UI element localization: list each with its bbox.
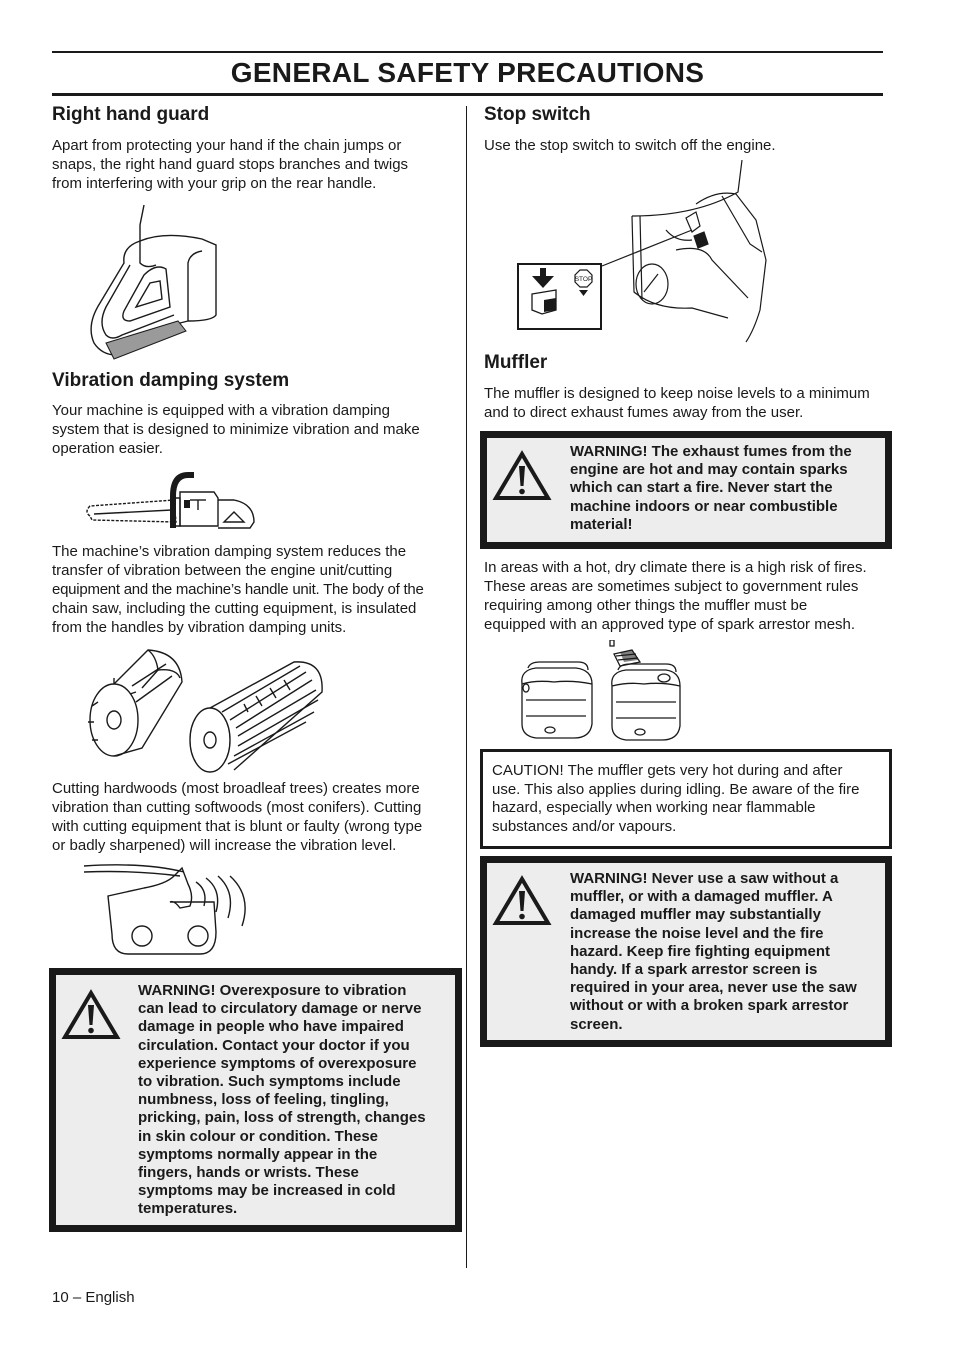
muffler-illustration: [516, 640, 684, 744]
header-rule-bottom: [52, 93, 883, 96]
column-divider: [466, 106, 467, 1268]
warning-triangle-icon: [61, 989, 121, 1041]
muffler-intro-paragraph: The muffler is designed to keep noise levels to a minimum and to direct exhaust fumes away from the user.: [484, 385, 870, 421]
chain-cutter-illustration: [84, 862, 258, 960]
exhaust-warning-text: WARNING! The exhaust fumes from the engine are hot and may contain sparks which can start a fire. Never start the machine indoors or near combustible material!: [570, 443, 852, 533]
warning-triangle-icon: [492, 875, 552, 927]
warning-triangle-icon: [492, 450, 552, 502]
hand-guard-paragraph: Apart from protecting your hand if the chain jumps or snaps, the right hand guard stops branches and twigs from interfering with your grip on the rear handle.: [52, 137, 409, 192]
section-heading-right-hand-guard: Right hand guard: [52, 104, 210, 125]
chainsaw-illustration: [84, 466, 258, 534]
vibration-intro-paragraph: Your machine is equipped with a vibration damping system that is designed to minimize vibration and make operation easier.: [52, 402, 420, 457]
stop-switch-paragraph: Use the stop switch to switch off the engine.: [484, 137, 776, 154]
hand-guard-illustration: [84, 203, 224, 363]
svg-text:STOP: STOP: [574, 276, 593, 283]
header-rule-top: [52, 51, 883, 53]
hot-climate-paragraph: In areas with a hot, dry climate there is a high risk of fires. These areas are sometimes subject to government rules requiring among other things the muffler must be equipped with an approved type of spark arrestor mesh.: [484, 559, 867, 633]
vibration-body-paragraph: The machine’s vibration damping system reduces the transfer of vibration between the engine unit/cutting equipment and the machine’s handle unit. The body of the chain saw, including the cutting equipment, is insulated from the handles by vibration damping units.: [52, 543, 424, 636]
exhaust-warning-box: [480, 431, 892, 549]
hardwood-paragraph: Cutting hardwoods (most broadleaf trees) creates more vibration than cutting softwoods (most conifers). Cutting with cutting equipment that is blunt or faulty (wrong type or badly sharpened) will increase the vibration level.: [52, 780, 423, 854]
page-footer: 10 – English: [52, 1289, 135, 1306]
section-heading-muffler: Muffler: [484, 352, 548, 373]
page-title: GENERAL SAFETY PRECAUTIONS: [230, 57, 705, 88]
stop-switch-illustration: [516, 160, 776, 346]
damping-units-illustration: [84, 642, 332, 776]
vibration-warning-text: WARNING! Overexposure to vibration can lead to circulatory damage or nerve damage in people who have impaired circulation. Contact your doctor if you experience symptoms of overexposure to vibration. Such symptoms include numbness, loss of feeling, tingling, pricking, pain, loss of strength, changes in skin colour or condition. These symptoms normally appear in the fingers, hands or wrists. These symptoms may be increased in cold temperatures.: [138, 982, 426, 1218]
vibration-warning-box: [49, 968, 462, 1232]
section-heading-stop-switch: Stop switch: [484, 104, 591, 125]
caution-box: [480, 749, 892, 849]
damaged-muffler-warning-text: WARNING! Never use a saw without a muffler, or with a damaged muffler. A damaged muffler may substantially increase the noise level and the fire hazard. Keep fire fighting equipment handy. If a spark arrestor screen is required in your area, never use the saw without or with a broken spark arrestor screen.: [570, 870, 857, 1033]
section-heading-vibration-damping: Vibration damping system: [52, 370, 290, 391]
caution-text: CAUTION! The muffler gets very hot during and after use. This also applies during idling. Be aware of the fire hazard, especially when working near flammable substances and/or vapours.: [492, 762, 860, 836]
damaged-muffler-warning-box: [480, 856, 892, 1047]
